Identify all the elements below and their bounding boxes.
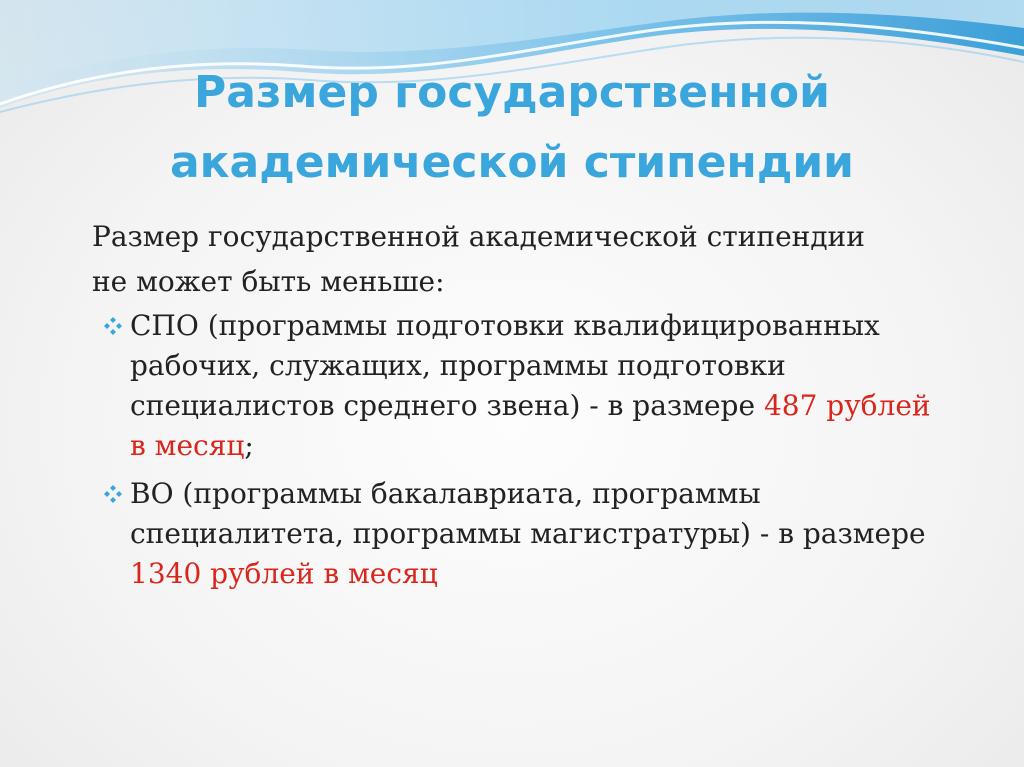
diamond-bullet-icon [104, 317, 122, 335]
diamond-bullet-icon [104, 485, 122, 503]
bullet-spo-line-3: специалистов среднего звена) - в размере [130, 389, 764, 422]
title-line-1: Размер государственной [194, 67, 830, 118]
spo-tail: ; [244, 429, 254, 462]
intro-paragraph [92, 214, 982, 304]
bullet-spo-line-1: СПО (программы подготовки квалифицированных [130, 309, 880, 342]
bullet-vo [92, 474, 982, 594]
slide-title [0, 58, 1024, 198]
intro-line-1: Размер государственной академической стипендии [92, 220, 865, 253]
intro-line-2: не может быть меньше: [92, 265, 445, 298]
bullet-vo-line-1: ВО (программы бакалавриата, программы [130, 477, 761, 510]
vo-amount: 1340 рублей в месяц [130, 557, 438, 590]
spo-period: в месяц [130, 429, 245, 462]
bullet-vo-line-2: специалитета, программы магистратуры) - в размере [130, 517, 926, 550]
slide-body [92, 214, 982, 594]
title-line-2: академической стипендии [169, 137, 855, 188]
bullet-spo [92, 306, 982, 466]
bullet-spo-line-2: рабочих, служащих, программы подготовки [130, 349, 786, 382]
spo-amount: 487 рублей [763, 389, 931, 422]
